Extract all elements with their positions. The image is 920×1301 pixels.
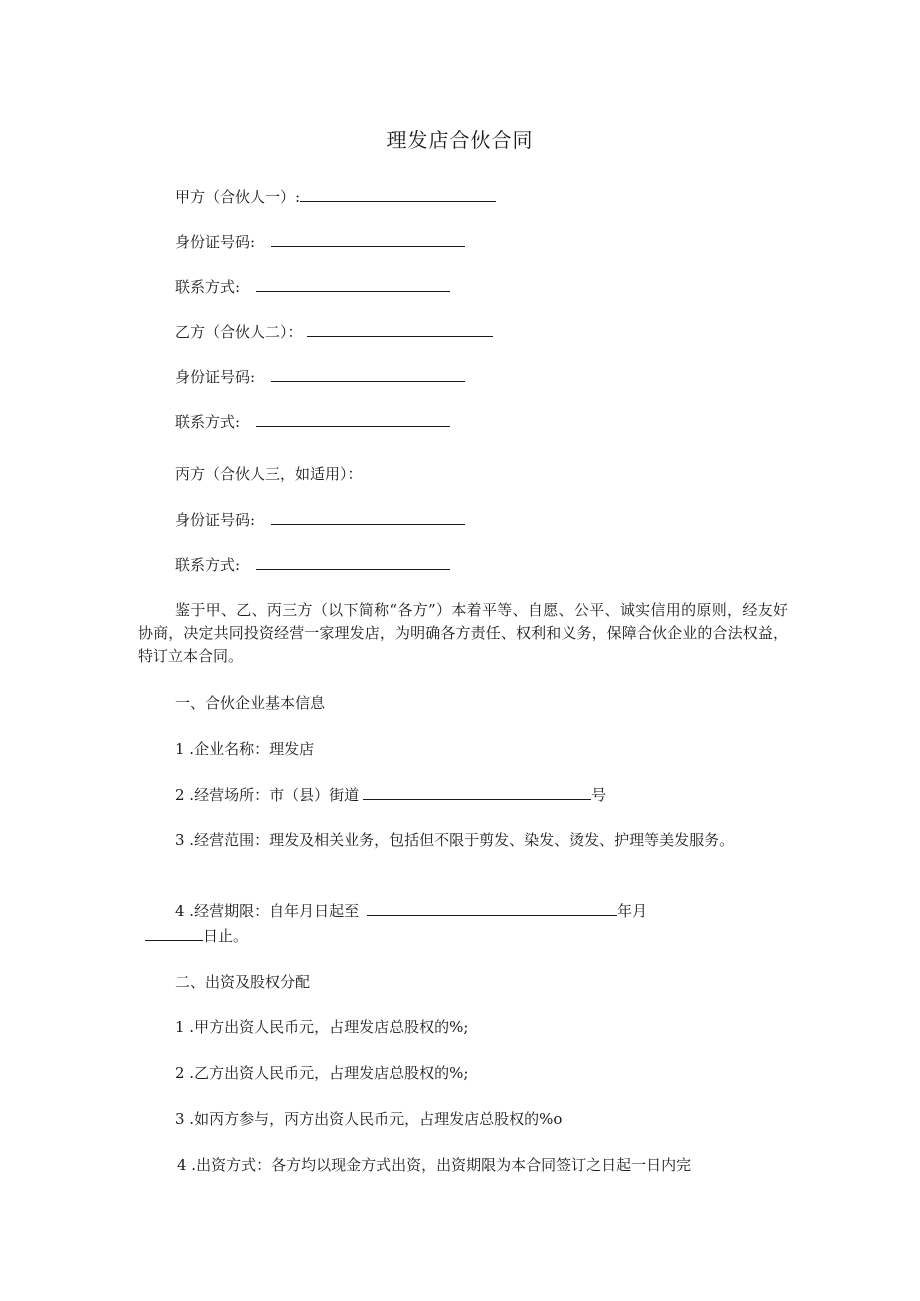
party-c-label: 丙方（合伙人三，如适用）： xyxy=(175,465,363,483)
party-c-id-blank xyxy=(271,510,465,525)
section2-item2: 2 .乙方出资人民币元，占理发店总股权的%; xyxy=(175,1064,469,1082)
party-b-contact-label: 联系方式: xyxy=(175,413,241,431)
section1-item4-suffix: 年月 xyxy=(617,902,648,920)
party-a-blank xyxy=(300,187,496,202)
party-b-contact-line xyxy=(175,411,450,433)
party-a-contact-label: 联系方式: xyxy=(175,278,241,296)
section2-heading: 二、出资及股权分配 xyxy=(175,973,311,991)
section2-item4: 4 .出资方式：各方均以现金方式出资，出资期限为本合同签订之日起一日内完 xyxy=(177,1156,692,1174)
party-a-line xyxy=(175,186,496,208)
party-c-contact-label: 联系方式: xyxy=(175,556,241,574)
section2-item1: 1 .甲方出资人民币元，占理发店总股权的%; xyxy=(175,1018,469,1036)
party-a-id-label: 身份证号码: xyxy=(175,233,256,251)
party-a-label: 甲方（合伙人一）: xyxy=(175,188,301,206)
party-b-id-blank xyxy=(271,367,465,382)
party-c-id-label: 身份证号码: xyxy=(175,511,256,529)
section1-item2-suffix: 号 xyxy=(591,786,607,804)
party-b-line xyxy=(175,321,493,343)
section1-item4-end-line xyxy=(145,925,248,947)
section1-heading: 一、合伙企业基本信息 xyxy=(175,694,326,712)
section1-item1: 1 .企业名称：理发店 xyxy=(175,740,315,758)
party-c-line xyxy=(175,463,363,485)
document-title: 理发店合伙合同 xyxy=(386,128,534,152)
party-b-label: 乙方（合伙人二）： xyxy=(175,323,303,341)
section1-item4-prefix: 4 .经营期限：自年月日起至 xyxy=(175,902,360,920)
party-a-id-blank xyxy=(271,232,465,247)
party-b-contact-blank xyxy=(256,412,450,427)
party-a-id-line xyxy=(175,231,465,253)
party-a-contact-line xyxy=(175,276,450,298)
section1-item3: 3 .经营范围：理发及相关业务，包括但不限于剪发、染发、烫发、护理等美发服务。 xyxy=(175,831,735,849)
section1-item2-prefix: 2 .经营场所：市（县）街道 xyxy=(175,786,360,804)
term-blank xyxy=(367,901,617,916)
party-b-id-line xyxy=(175,366,465,388)
party-c-contact-blank xyxy=(256,555,450,570)
preamble-paragraph: 鉴于甲、乙、丙三方（以下简称“各方”）本着平等、自愿、公平、诚实信用的原则，经友好协商，决定共同投资经营一家理发店，为明确各方责任、权利和义务，保障合伙企业的合法权益，特订立本合同。 xyxy=(138,601,788,665)
party-c-id-line xyxy=(175,509,465,531)
address-blank xyxy=(363,785,591,800)
section2-item3: 3 .如丙方参与，丙方出资人民币元，占理发店总股权的%o xyxy=(175,1110,563,1128)
party-c-contact-line xyxy=(175,554,450,576)
section1-item4 xyxy=(175,900,647,922)
party-b-id-label: 身份证号码: xyxy=(175,368,256,386)
party-b-blank xyxy=(307,322,493,337)
section1-item2 xyxy=(175,784,606,806)
party-a-contact-blank xyxy=(256,277,450,292)
term-end-blank xyxy=(145,926,203,941)
section1-item4-end: 日止。 xyxy=(203,927,249,945)
